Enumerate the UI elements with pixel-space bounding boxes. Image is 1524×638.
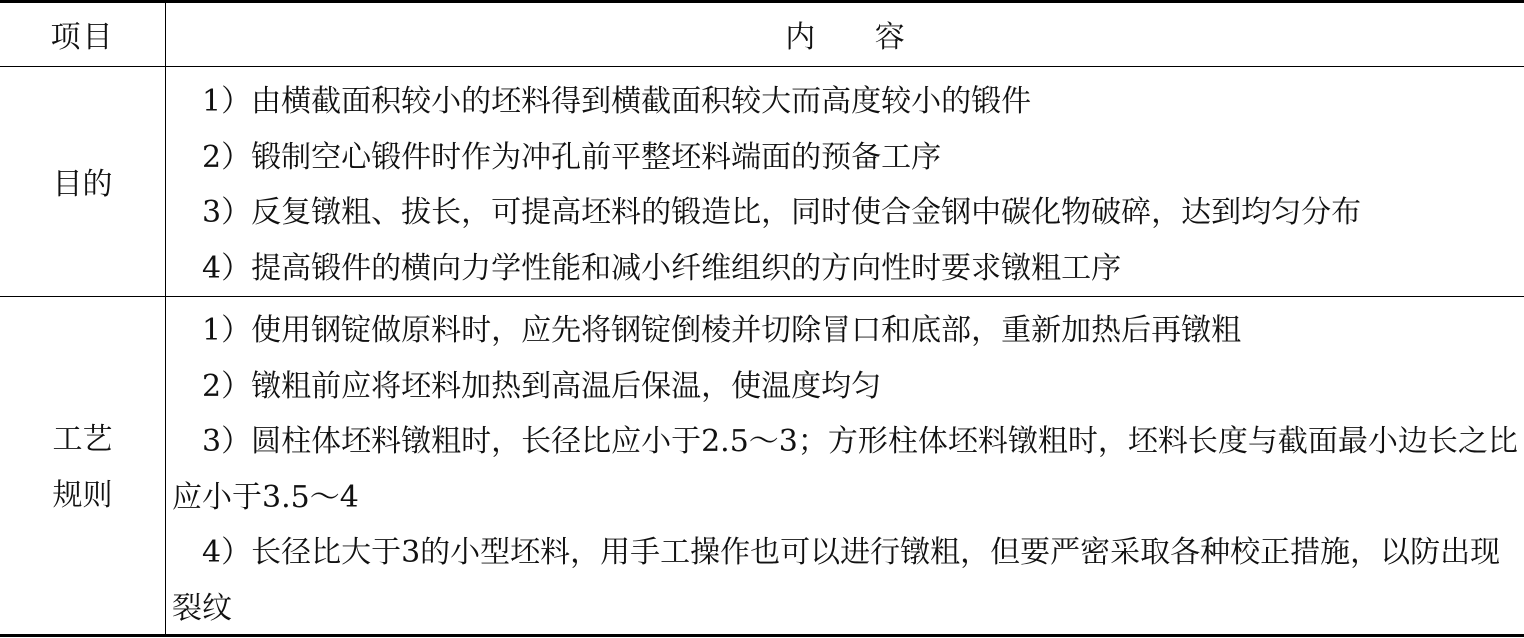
category-line: 工艺	[52, 422, 113, 457]
table-top-rule	[0, 0, 1524, 3]
purpose-item: 3）反复镦粗、拔长，可提高坯料的锻造比，同时使合金钢中碳化物破碎，达到均匀分布	[202, 195, 1362, 230]
rule-item: 3）圆柱体坯料镦粗时，长径比应小于2.5～3；方形柱体坯料镦粗时，坯料长度与截面最小边长之比应小于3.5～4	[172, 424, 1518, 515]
header-divider	[0, 66, 1524, 67]
category-line: 规则	[52, 478, 113, 513]
rule-item: 1）使用钢锭做原料时，应先将钢锭倒棱并切除冒口和底部，重新加热后再镦粗	[202, 313, 1242, 348]
purpose-item: 1）由横截面积较小的坯料得到横截面积较大而高度较小的锻件	[202, 84, 1032, 119]
purpose-item: 2）锻制空心锻件时作为冲孔前平整坯料端面的预备工序	[202, 139, 942, 175]
rule-item: 2）镦粗前应将坯料加热到高温后保温，使温度均匀	[202, 368, 882, 404]
row-divider	[0, 296, 1524, 297]
row-category-process-rules	[0, 412, 165, 524]
header-content: 内 容	[785, 20, 905, 55]
purpose-item: 4）提高锻件的横向力学性能和减小纤维组织的方向性时要求镦粗工序	[202, 250, 1122, 286]
rule-item: 4）长径比大于3的小型坯料，用手工操作也可以进行镦粗，但要严密采取各种校正措施，以防出现裂纹	[172, 535, 1501, 626]
column-divider	[165, 3, 166, 634]
process-rules-list	[172, 303, 1518, 636]
purpose-list	[172, 74, 1518, 296]
row-category-purpose: 目的	[52, 167, 113, 202]
header-item: 项目	[50, 20, 115, 55]
